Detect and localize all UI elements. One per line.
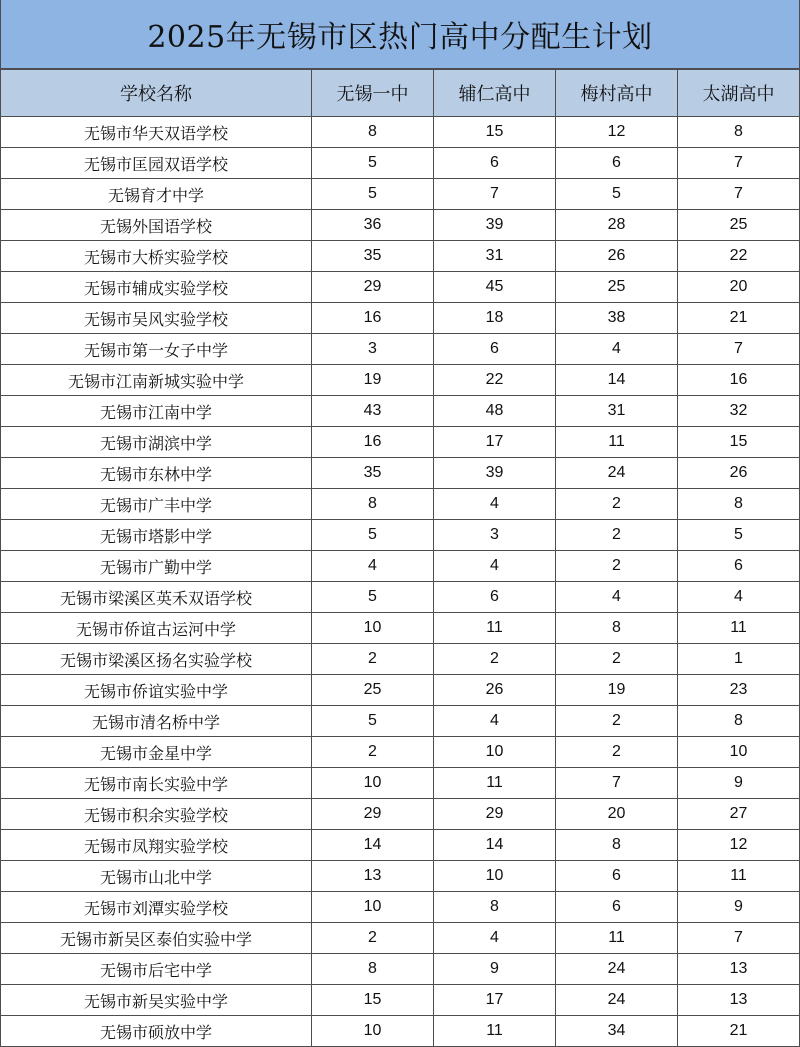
- meicun-cell: 8: [556, 830, 678, 861]
- table-row: [1, 861, 800, 892]
- meicun-cell: 26: [556, 241, 678, 272]
- furen-cell: 6: [434, 334, 556, 365]
- school-name-cell: 无锡市硕放中学: [1, 1016, 312, 1047]
- table-row: [1, 985, 800, 1016]
- table-row: [1, 830, 800, 861]
- table-row: [1, 489, 800, 520]
- table-row: [1, 923, 800, 954]
- school-name-cell: 无锡市新吴实验中学: [1, 985, 312, 1016]
- school-name-cell: 无锡市后宅中学: [1, 954, 312, 985]
- meicun-cell: 14: [556, 365, 678, 396]
- wuxi-no1-cell: 29: [312, 799, 434, 830]
- table-row: [1, 458, 800, 489]
- furen-cell: 10: [434, 861, 556, 892]
- school-name-cell: 无锡市凤翔实验学校: [1, 830, 312, 861]
- furen-cell: 22: [434, 365, 556, 396]
- meicun-cell: 24: [556, 954, 678, 985]
- meicun-cell: 4: [556, 582, 678, 613]
- taihu-cell: 7: [678, 923, 800, 954]
- taihu-cell: 23: [678, 675, 800, 706]
- school-name-cell: 无锡市侨谊古运河中学: [1, 613, 312, 644]
- school-name-cell: 无锡市新吴区泰伯实验中学: [1, 923, 312, 954]
- wuxi-no1-cell: 2: [312, 644, 434, 675]
- table-row: [1, 582, 800, 613]
- wuxi-no1-cell: 5: [312, 520, 434, 551]
- table-row: [1, 427, 800, 458]
- furen-cell: 7: [434, 179, 556, 210]
- furen-cell: 18: [434, 303, 556, 334]
- table-row: [1, 706, 800, 737]
- meicun-cell: 24: [556, 985, 678, 1016]
- school-name-cell: 无锡市清名桥中学: [1, 706, 312, 737]
- furen-cell: 4: [434, 551, 556, 582]
- meicun-cell: 24: [556, 458, 678, 489]
- furen-cell: 4: [434, 923, 556, 954]
- school-name-cell: 无锡市南长实验中学: [1, 768, 312, 799]
- table-row: [1, 737, 800, 768]
- furen-cell: 31: [434, 241, 556, 272]
- meicun-cell: 4: [556, 334, 678, 365]
- furen-cell: 39: [434, 458, 556, 489]
- table-row: [1, 210, 800, 241]
- table-body: [1, 117, 800, 1047]
- furen-cell: 11: [434, 1016, 556, 1047]
- meicun-cell: 7: [556, 768, 678, 799]
- table-row: [1, 768, 800, 799]
- column-header-wuxi-no1: 无锡一中: [312, 70, 434, 117]
- header-row: [1, 70, 800, 117]
- school-name-cell: 无锡市江南中学: [1, 396, 312, 427]
- meicun-cell: 11: [556, 427, 678, 458]
- table-row: [1, 892, 800, 923]
- column-header-meicun: 梅村高中: [556, 70, 678, 117]
- wuxi-no1-cell: 10: [312, 768, 434, 799]
- table-row: [1, 1016, 800, 1047]
- taihu-cell: 16: [678, 365, 800, 396]
- furen-cell: 10: [434, 737, 556, 768]
- taihu-cell: 7: [678, 148, 800, 179]
- meicun-cell: 6: [556, 861, 678, 892]
- furen-cell: 29: [434, 799, 556, 830]
- wuxi-no1-cell: 35: [312, 458, 434, 489]
- taihu-cell: 26: [678, 458, 800, 489]
- furen-cell: 3: [434, 520, 556, 551]
- taihu-cell: 11: [678, 861, 800, 892]
- table-row: [1, 179, 800, 210]
- column-header-furen: 辅仁高中: [434, 70, 556, 117]
- furen-cell: 14: [434, 830, 556, 861]
- meicun-cell: 31: [556, 396, 678, 427]
- furen-cell: 6: [434, 582, 556, 613]
- taihu-cell: 12: [678, 830, 800, 861]
- wuxi-no1-cell: 5: [312, 179, 434, 210]
- taihu-cell: 32: [678, 396, 800, 427]
- meicun-cell: 34: [556, 1016, 678, 1047]
- meicun-cell: 8: [556, 613, 678, 644]
- taihu-cell: 8: [678, 706, 800, 737]
- taihu-cell: 15: [678, 427, 800, 458]
- meicun-cell: 12: [556, 117, 678, 148]
- wuxi-no1-cell: 3: [312, 334, 434, 365]
- taihu-cell: 9: [678, 768, 800, 799]
- allocation-table: [0, 69, 800, 1047]
- taihu-cell: 8: [678, 117, 800, 148]
- meicun-cell: 19: [556, 675, 678, 706]
- table-row: [1, 675, 800, 706]
- school-name-cell: 无锡市金星中学: [1, 737, 312, 768]
- furen-cell: 6: [434, 148, 556, 179]
- school-name-cell: 无锡外国语学校: [1, 210, 312, 241]
- meicun-cell: 2: [556, 644, 678, 675]
- furen-cell: 17: [434, 985, 556, 1016]
- wuxi-no1-cell: 8: [312, 489, 434, 520]
- school-name-cell: 无锡市广勤中学: [1, 551, 312, 582]
- wuxi-no1-cell: 5: [312, 582, 434, 613]
- furen-cell: 17: [434, 427, 556, 458]
- table-row: [1, 365, 800, 396]
- meicun-cell: 20: [556, 799, 678, 830]
- wuxi-no1-cell: 10: [312, 613, 434, 644]
- taihu-cell: 10: [678, 737, 800, 768]
- furen-cell: 8: [434, 892, 556, 923]
- meicun-cell: 28: [556, 210, 678, 241]
- wuxi-no1-cell: 2: [312, 923, 434, 954]
- wuxi-no1-cell: 43: [312, 396, 434, 427]
- taihu-cell: 27: [678, 799, 800, 830]
- school-name-cell: 无锡市吴风实验学校: [1, 303, 312, 334]
- school-name-cell: 无锡市广丰中学: [1, 489, 312, 520]
- taihu-cell: 8: [678, 489, 800, 520]
- page-title: 2025年无锡市区热门高中分配生计划: [0, 0, 800, 69]
- taihu-cell: 13: [678, 985, 800, 1016]
- wuxi-no1-cell: 19: [312, 365, 434, 396]
- furen-cell: 2: [434, 644, 556, 675]
- wuxi-no1-cell: 16: [312, 427, 434, 458]
- wuxi-no1-cell: 2: [312, 737, 434, 768]
- meicun-cell: 6: [556, 148, 678, 179]
- taihu-cell: 9: [678, 892, 800, 923]
- furen-cell: 11: [434, 768, 556, 799]
- taihu-cell: 25: [678, 210, 800, 241]
- meicun-cell: 2: [556, 489, 678, 520]
- taihu-cell: 20: [678, 272, 800, 303]
- school-name-cell: 无锡市匡园双语学校: [1, 148, 312, 179]
- taihu-cell: 13: [678, 954, 800, 985]
- furen-cell: 11: [434, 613, 556, 644]
- taihu-cell: 21: [678, 303, 800, 334]
- meicun-cell: 2: [556, 706, 678, 737]
- school-name-cell: 无锡市东林中学: [1, 458, 312, 489]
- taihu-cell: 5: [678, 520, 800, 551]
- wuxi-no1-cell: 4: [312, 551, 434, 582]
- wuxi-no1-cell: 35: [312, 241, 434, 272]
- meicun-cell: 6: [556, 892, 678, 923]
- wuxi-no1-cell: 8: [312, 954, 434, 985]
- wuxi-no1-cell: 8: [312, 117, 434, 148]
- table-row: [1, 396, 800, 427]
- school-name-cell: 无锡市华天双语学校: [1, 117, 312, 148]
- school-name-cell: 无锡市第一女子中学: [1, 334, 312, 365]
- table-row: [1, 613, 800, 644]
- school-name-cell: 无锡市梁溪区扬名实验学校: [1, 644, 312, 675]
- wuxi-no1-cell: 36: [312, 210, 434, 241]
- wuxi-no1-cell: 29: [312, 272, 434, 303]
- wuxi-no1-cell: 5: [312, 706, 434, 737]
- meicun-cell: 5: [556, 179, 678, 210]
- furen-cell: 15: [434, 117, 556, 148]
- school-name-cell: 无锡育才中学: [1, 179, 312, 210]
- furen-cell: 48: [434, 396, 556, 427]
- taihu-cell: 22: [678, 241, 800, 272]
- taihu-cell: 7: [678, 179, 800, 210]
- school-name-cell: 无锡市刘潭实验学校: [1, 892, 312, 923]
- meicun-cell: 2: [556, 520, 678, 551]
- furen-cell: 26: [434, 675, 556, 706]
- school-name-cell: 无锡市湖滨中学: [1, 427, 312, 458]
- table-row: [1, 520, 800, 551]
- meicun-cell: 25: [556, 272, 678, 303]
- meicun-cell: 38: [556, 303, 678, 334]
- table-row: [1, 799, 800, 830]
- school-name-cell: 无锡市积余实验学校: [1, 799, 312, 830]
- school-name-cell: 无锡市大桥实验学校: [1, 241, 312, 272]
- wuxi-no1-cell: 25: [312, 675, 434, 706]
- school-name-cell: 无锡市侨谊实验中学: [1, 675, 312, 706]
- wuxi-no1-cell: 5: [312, 148, 434, 179]
- table-row: [1, 303, 800, 334]
- meicun-cell: 11: [556, 923, 678, 954]
- school-name-cell: 无锡市梁溪区英禾双语学校: [1, 582, 312, 613]
- furen-cell: 45: [434, 272, 556, 303]
- wuxi-no1-cell: 10: [312, 1016, 434, 1047]
- meicun-cell: 2: [556, 737, 678, 768]
- meicun-cell: 2: [556, 551, 678, 582]
- column-header-taihu: 太湖高中: [678, 70, 800, 117]
- wuxi-no1-cell: 14: [312, 830, 434, 861]
- wuxi-no1-cell: 16: [312, 303, 434, 334]
- table-row: [1, 272, 800, 303]
- school-name-cell: 无锡市塔影中学: [1, 520, 312, 551]
- table-row: [1, 241, 800, 272]
- taihu-cell: 6: [678, 551, 800, 582]
- furen-cell: 39: [434, 210, 556, 241]
- wuxi-no1-cell: 10: [312, 892, 434, 923]
- table-row: [1, 148, 800, 179]
- table-row: [1, 551, 800, 582]
- table-row: [1, 334, 800, 365]
- taihu-cell: 4: [678, 582, 800, 613]
- taihu-cell: 21: [678, 1016, 800, 1047]
- furen-cell: 4: [434, 706, 556, 737]
- table-row: [1, 954, 800, 985]
- taihu-cell: 1: [678, 644, 800, 675]
- furen-cell: 4: [434, 489, 556, 520]
- wuxi-no1-cell: 13: [312, 861, 434, 892]
- table-row: [1, 117, 800, 148]
- furen-cell: 9: [434, 954, 556, 985]
- wuxi-no1-cell: 15: [312, 985, 434, 1016]
- table-row: [1, 644, 800, 675]
- taihu-cell: 11: [678, 613, 800, 644]
- school-name-cell: 无锡市山北中学: [1, 861, 312, 892]
- taihu-cell: 7: [678, 334, 800, 365]
- school-name-cell: 无锡市江南新城实验中学: [1, 365, 312, 396]
- column-header-school-name: 学校名称: [1, 70, 312, 117]
- school-name-cell: 无锡市辅成实验学校: [1, 272, 312, 303]
